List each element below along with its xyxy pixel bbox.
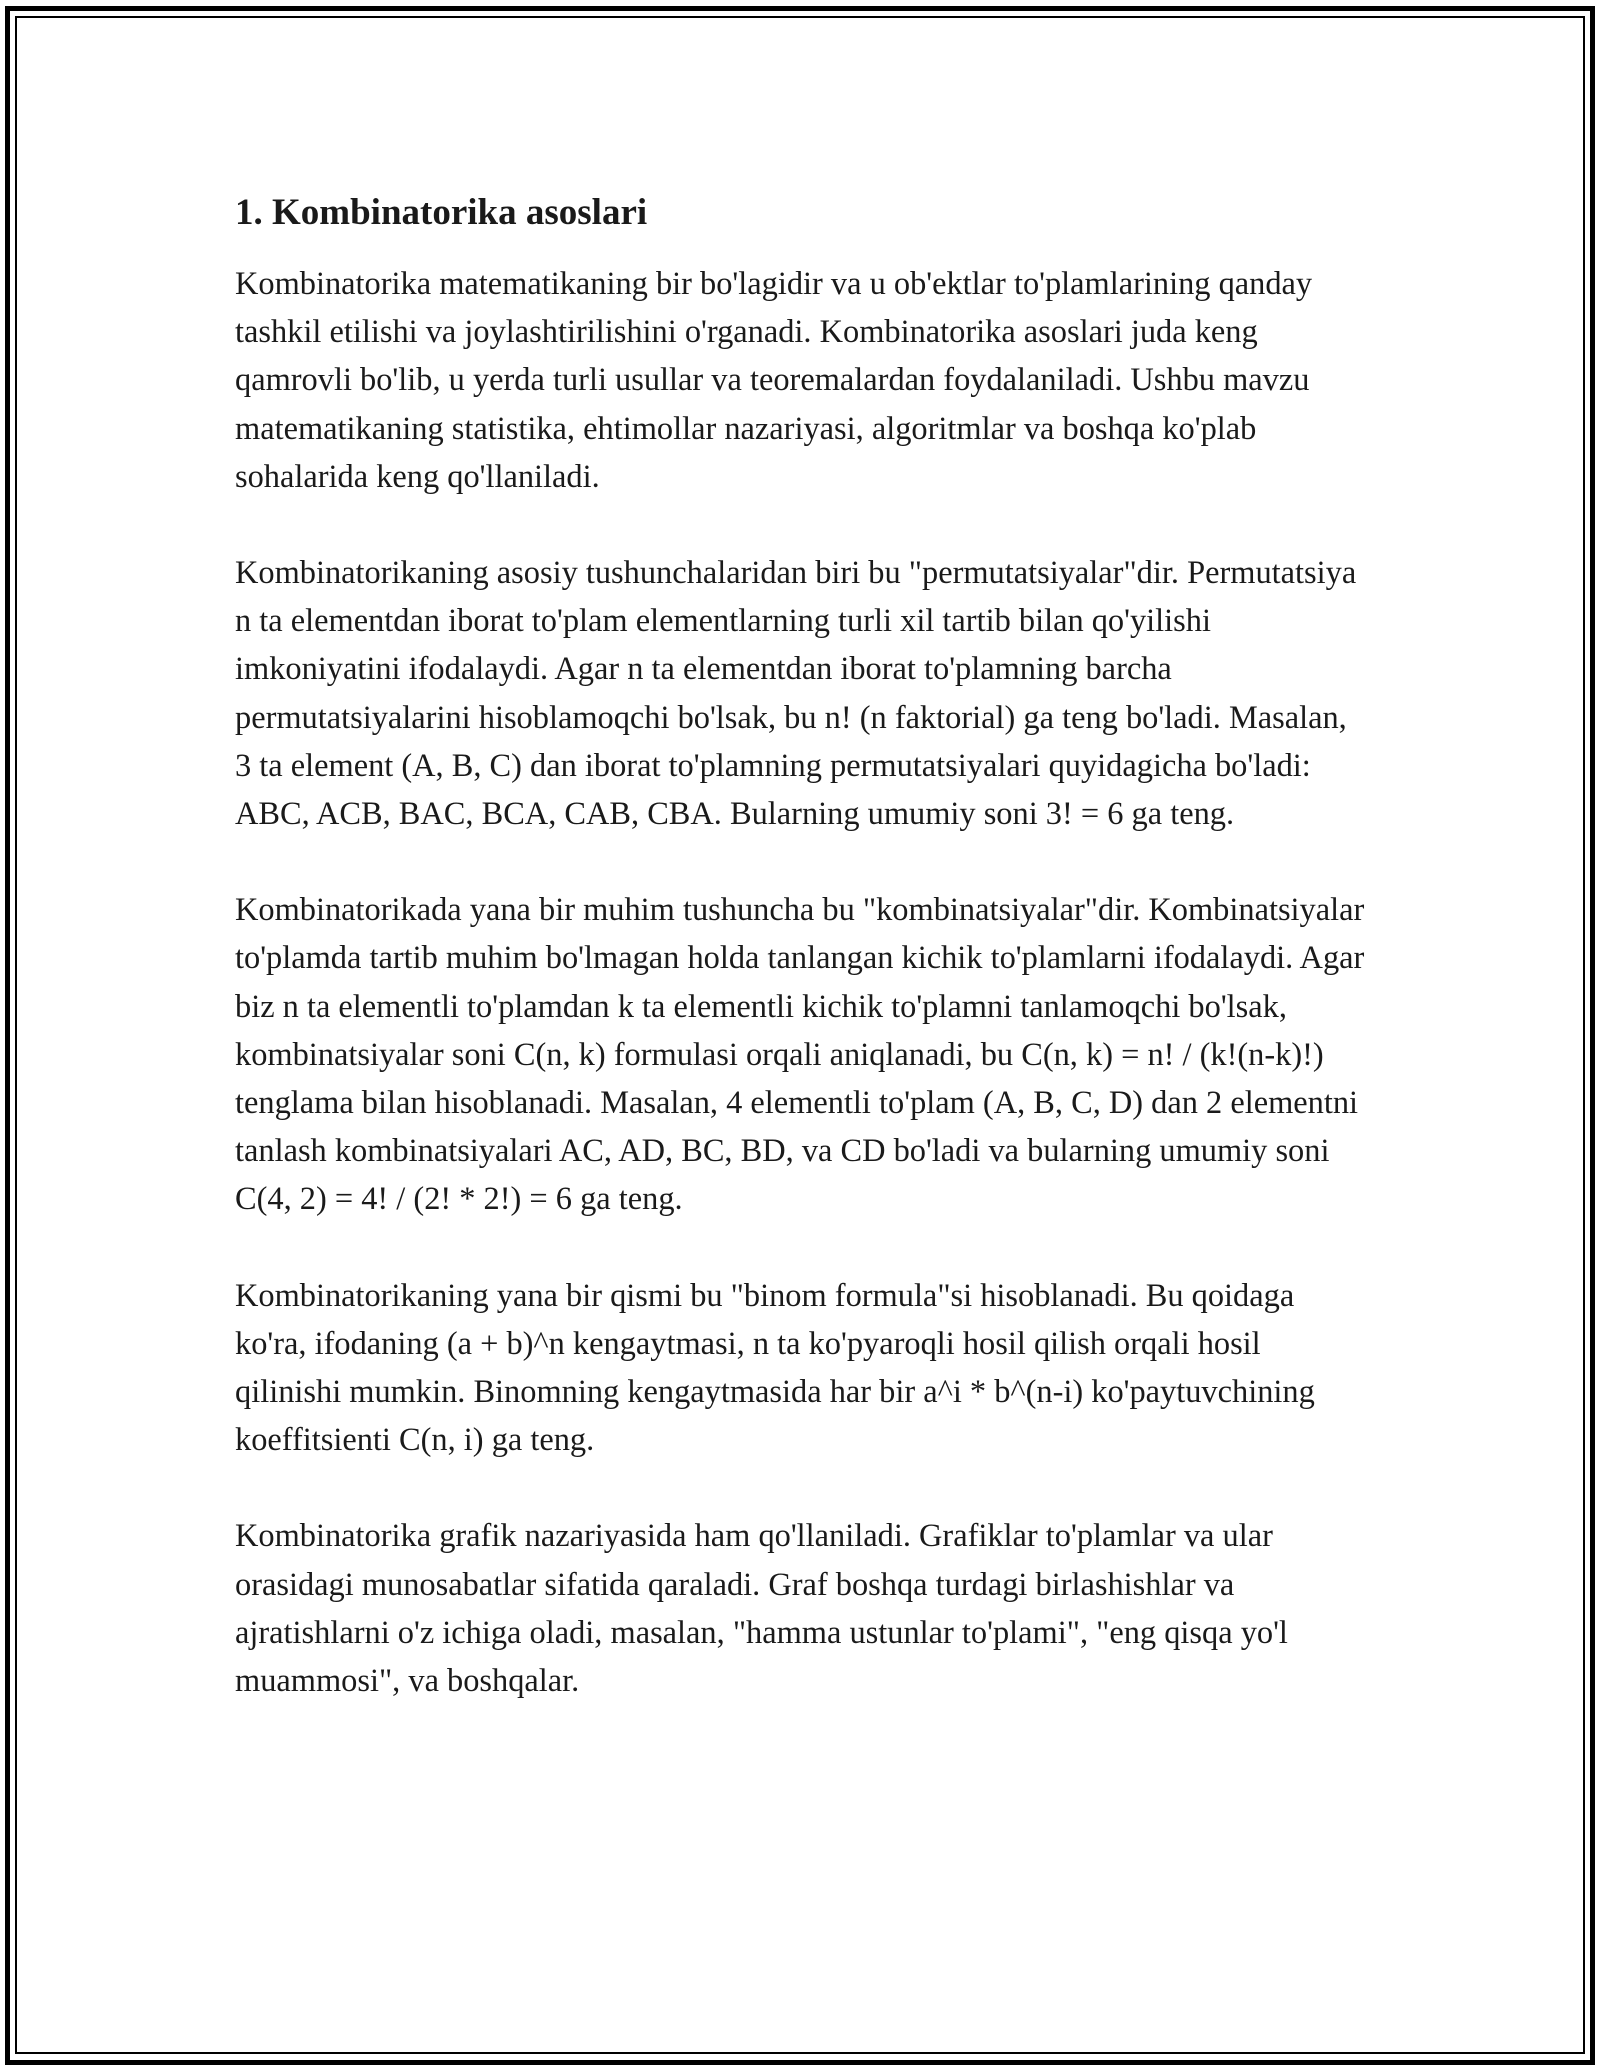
paragraph-graph-theory: Kombinatorika grafik nazariyasida ham qo'llaniladi. Grafiklar to'plamlar va ular orasidagi munosabatlar sifatida qaraladi. Graf boshqa turdagi birlashishlar va ajratishlarni o'z ichiga oladi, masalan, "hamma ustunlar to'plami", "eng qisqa yo'l muammosi", va boshqalar. bbox=[235, 1518, 1288, 1700]
document-body bbox=[235, 188, 1370, 1753]
paragraph-intro: Kombinatorika matematikaning bir bo'lagidir va u ob'ektlar to'plamlarining qanday tashkil etilishi va joylashtirilishini o'rganadi. Kombinatorika asoslari juda keng qamrovli bo'lib, u yerda turli usullar va teoremalardan foydalaniladi. Ushbu mavzu matematikaning statistika, ehtimollar nazariyasi, algoritmlar va boshqa ko'plab sohalarida keng qo'llaniladi. bbox=[235, 266, 1313, 495]
paragraph-combinations: Kombinatorikada yana bir muhim tushuncha bu "kombinatsiyalar"dir. Kombinatsiyalar to'plamda tartib muhim bo'lmagan holda tanlangan kichik to'plamlarni ifodalaydi. Agar biz n ta elementli to'plamdan k ta elementli kichik to'plamni tanlamoqchi bo'lsak, kombinatsiyalar soni C(n, k) formulasi orqali aniqlanadi, bu C(n, k) = n! / (k!(n-k)!) tenglama bilan hisoblanadi. Masalan, 4 elementli to'plam (A, B, C, D) dan 2 elementni tanlash kombinatsiyalari AC, AD, BC, BD, va CD bo'ladi va bularning umumiy soni C(4, 2) = 4! / (2! * 2!) = 6 ga teng. bbox=[235, 892, 1365, 1218]
section-heading: 1. Kombinatorika asoslari bbox=[235, 192, 648, 233]
paragraph-binomial: Kombinatorikaning yana bir qismi bu "binom formula"si hisoblanadi. Bu qoidaga ko'ra, ifodaning (a + b)^n kengaytmasi, n ta ko'pyaroqli hosil qilish orqali hosil qilinishi mumkin. Binomning kengaytmasida har bir a^i * b^(n-i) ko'paytuvchining koeffitsienti C(n, i) ga teng. bbox=[235, 1277, 1315, 1459]
paragraph-permutations: Kombinatorikaning asosiy tushunchalaridan biri bu "permutatsiyalar"dir. Permutatsiya n ta elementdan iborat to'plam elementlarning turli xil tartib bilan qo'yilishi imkoniyatini ifodalaydi. Agar n ta elementdan iborat to'plamning barcha permutatsiyalarini hisoblamoqchi bo'lsak, bu n! (n faktorial) ga teng bo'ladi. Masalan, 3 ta element (A, B, C) dan iborat to'plamning permutatsiyalari quyidagicha bo'ladi: ABC, ACB, BAC, BCA, CAB, CBA. Bularning umumiy soni 3! = 6 ga teng. bbox=[235, 555, 1357, 833]
